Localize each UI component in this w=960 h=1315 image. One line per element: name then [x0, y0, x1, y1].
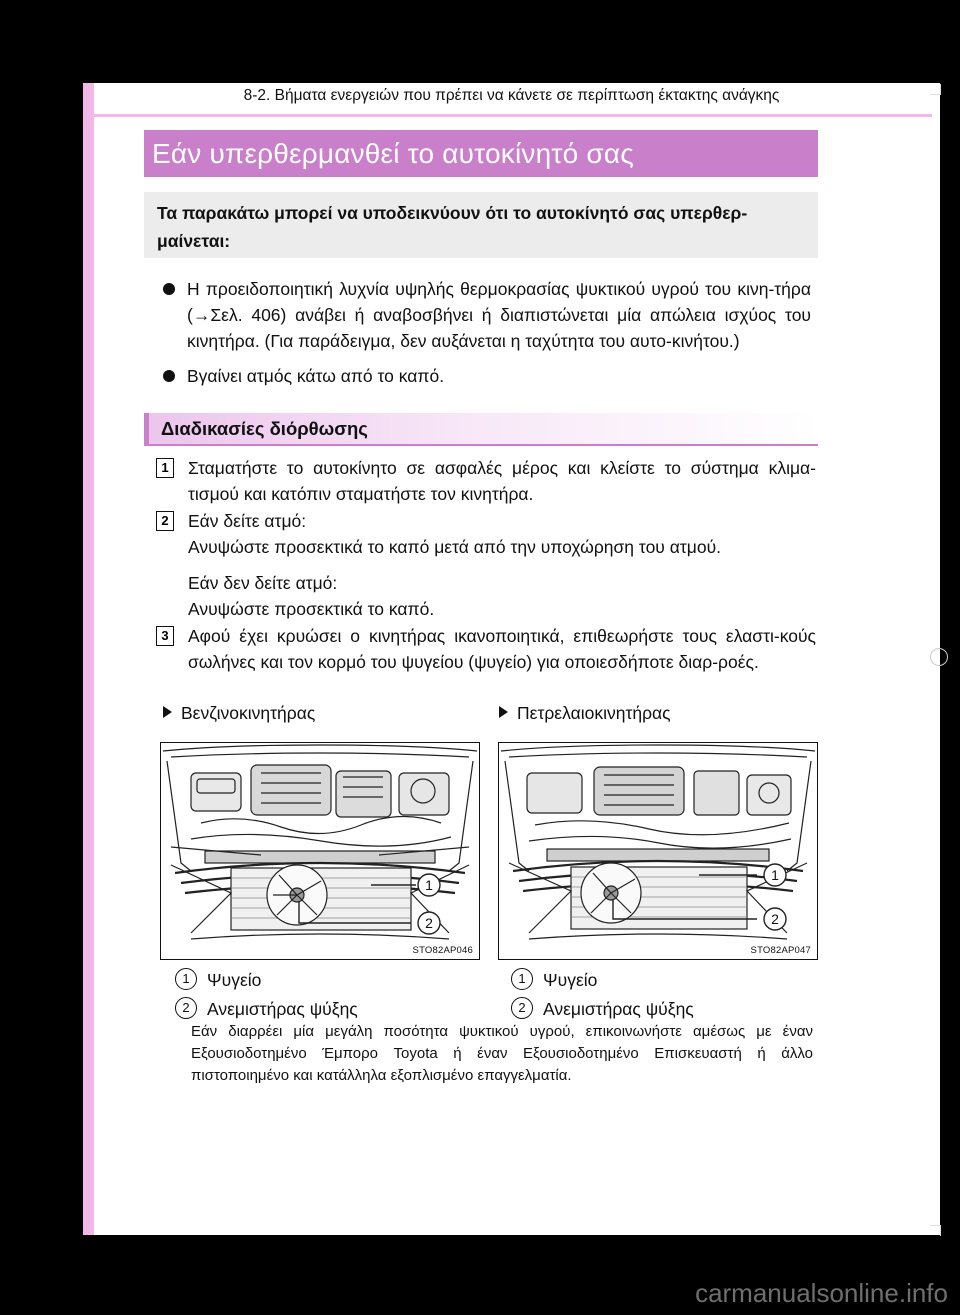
figure-code: STO82AP046 — [412, 945, 473, 956]
section-heading: Διαδικασίες διόρθωσης — [144, 413, 818, 446]
step-text: Ανυψώστε προσεκτικά το καπό. — [188, 599, 435, 619]
registration-mark — [930, 648, 948, 666]
step-number: 1 — [156, 458, 174, 478]
crop-mark — [930, 84, 941, 95]
legend-item: 1 Ψυγείο — [507, 969, 694, 998]
list-item: Βγαίνει ατμός κάτω από το καπό. — [161, 363, 811, 389]
manual-page — [83, 83, 940, 1235]
header-rule — [94, 114, 932, 117]
step-text: Ανυψώστε προσεκτικά το καπό μετά από την υποχώρηση του ατμού. — [188, 537, 722, 557]
list-item: Η προειδοποιητική λυχνία υψηλής θερμοκρασίας ψυκτικού υγρού του κινη-τήρα (→Σελ. 406) ανάβει ή αναβοσβήνει ή διαπιστώνεται μία απώλεια ισχύος του κινητήρα. (Για παράδειγμα, δεν αυξάνεται η ταχύτητα του αυτο-κινήτου.) — [161, 276, 811, 354]
figure-legend-petrol — [171, 969, 358, 1027]
engine-bay-illustration-diesel — [498, 742, 818, 960]
step-number: 2 — [156, 511, 174, 531]
triangle-right-icon — [163, 706, 172, 718]
figure-code: STO82AP047 — [750, 945, 811, 956]
step-text: Εάν δείτε ατμό: — [188, 511, 307, 531]
legend-item: 2 Ανεμιστήρας ψύξης — [171, 998, 358, 1027]
step-text: Εάν δεν δείτε ατμό: — [188, 573, 338, 593]
step-number: 3 — [156, 626, 174, 646]
legend-item: 2 Ανεμιστήρας ψύξης — [507, 998, 694, 1027]
figure-heading-petrol: Βενζινοκινητήρας — [163, 703, 315, 724]
step-text: Αφού έχει κρυώσει ο κινητήρας ικανοποιητικά, επιθεωρήστε τους ελαστι-κούς σωλήνες και τον κορμό του ψυγείου (ψυγείο) για οποιεσδήποτε διαρ-ροές. — [188, 626, 816, 672]
legend-item: 1 Ψυγείο — [171, 969, 358, 998]
bullet-icon — [163, 283, 175, 295]
chapter-header: 8-2. Βήματα ενεργειών που πρέπει να κάνετε σε περίπτωση έκτακτης ανάγκης — [243, 87, 780, 104]
engine-bay-illustration-petrol — [160, 742, 480, 960]
step-text: Σταματήστε το αυτοκίνητο σε ασφαλές μέρος και κλείστε το σύστημα κλιμα-τισμού και κατόπιν σταματήστε τον κινητήρα. — [188, 458, 816, 504]
crop-mark — [930, 1225, 941, 1236]
watermark: carmanualsonline.info — [695, 1278, 948, 1308]
callout-1-label: 1 — [771, 867, 779, 883]
triangle-right-icon — [499, 706, 508, 718]
step-3 — [156, 623, 816, 675]
callout-2-label: 2 — [771, 911, 779, 927]
figure-heading-diesel: Πετρελαιοκινητήρας — [499, 703, 671, 724]
page-edge-strip — [83, 83, 94, 1235]
page-title: Εάν υπερθερμανθεί το αυτοκίνητό σας — [144, 130, 818, 177]
callout-1-label: 1 — [425, 877, 433, 893]
callout-2-label: 2 — [425, 915, 433, 931]
step-2 — [156, 508, 816, 622]
step-1 — [156, 455, 816, 507]
intro-box: Τα παρακάτω μπορεί να υποδεικνύουν ότι το αυτοκίνητό σας υπερθερ-μαίνεται: — [144, 192, 818, 258]
symptom-list — [161, 276, 811, 398]
bullet-icon — [163, 370, 175, 382]
figure-legend-diesel — [507, 969, 694, 1027]
footnote: Εάν διαρρέει μία μεγάλη ποσότητα ψυκτικού υγρού, επικοινωνήστε αμέσως με έναν Εξουσιοδοτημένο Έμπορο Toyota ή έναν Εξουσιοδοτημένο Επισκευαστή ή άλλο πιστοποιημένο και κατάλληλα εξοπλισμένο επαγγελματία. — [191, 1023, 813, 1084]
